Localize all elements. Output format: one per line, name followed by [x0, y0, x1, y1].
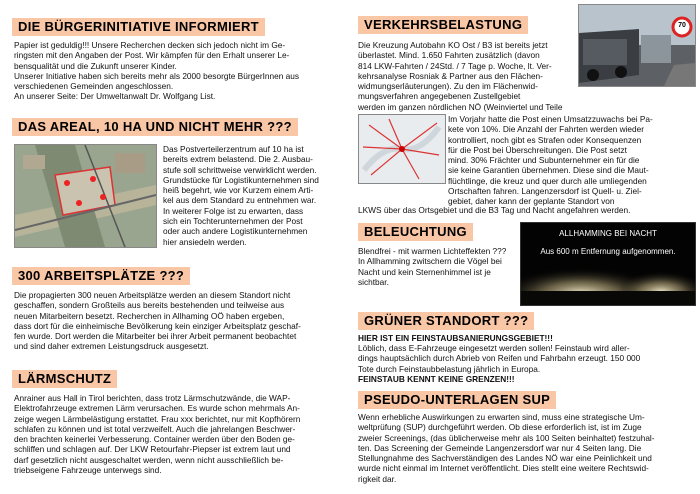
- truck-photo: [578, 4, 696, 87]
- heading-gruener-standort: GRÜNER STANDORT ???: [358, 312, 534, 330]
- text-gruener-standort: Löblich, dass E-Fahrzeuge eingesetzt werden sollen! Feinstaub wird aller- dings hauptsächlich durch Abrieb von Reifen und Fahrbahn erzeugt. 150 000 Tote durch Feinstaubbelastung jährlich in Europa.: [358, 343, 641, 374]
- night-photo-caption-1: ALLHAMMING BEI NACHT: [559, 229, 657, 238]
- route-map: [358, 114, 446, 184]
- heading-beleuchtung: BELEUCHTUNG: [358, 223, 473, 241]
- text-arbeitsplaetze: Die propagierten 300 neuen Arbeitsplätze werden an diesem Standort nicht geschaffen, sondern Großteils aus bereits bestehenden und teilweise aus neuen Mitarbeitern besetzt. Recherchen in Allhaming OÖ haben ergeben, dass dort für die einheimische Bevölkerung kein einziger Arbeitsplatz geschaf- fen wurde. Dort werden die Mitarbeiter bei ihrer Arbeit permanent beobachtet und sind daher extremen Leistungsdruck ausgesetzt.: [14, 290, 301, 352]
- text-areal: Das Postverteilerzentrum auf 10 ha ist bereits extrem belastend. Die 2. Ausbau- stufe soll schrittweise verwirklicht werden. Grundstücke für Logistikunternehmen sind heiß begehrt, wie vor Kurzem einem Arti- kel aus dem Standard zu entnehmen war. In weiterer Folge ist zu erwarten, dass sich ein Tochterunternehmen der Post oder auch andere Logistikunternehmen hier ansiedeln werden.: [163, 144, 319, 247]
- heading-arbeitsplaetze: 300 ARBEITSPLÄTZE ???: [12, 267, 190, 285]
- text-verkehrsbelastung-top: Die Kreuzung Autobahn KO Ost / B3 ist bereits jetzt überlastet. Mind. 1.650 Fahrten zusätzlich (davon 814 LKW-Fahrten / 24Std. / 7 Tage p. Woche, lt. Ver- kehrsanalyse Rosniak & Partner aus den Flächen- widmungserläuterungen). Zu den im Flächenwid- mungsverfahren angegebenen Zustellgebiet werden im ganzen nördlichen NÖ (Weinviertel und Teile: [358, 40, 563, 112]
- heading-areal: DAS AREAL, 10 HA UND NICHT MEHR ???: [12, 118, 298, 136]
- text-verkehrsbelastung-side: Im Vorjahr hatte die Post einen Umsatzzuwachs bei Pa- kete von 10%. Die Anzahl der Fahrten werden wieder kontrolliert, noch gibt es Strafen oder Konsequenzen für die Post bei Überschreitungen. Die Post setzt mind. 30% Frächter und Subunternehmer ein für die sie keine Garantien übernehmen. Diese sind die Maut- flüchtlinge, die kreuz und quer durch alle umliegenden Ortschaften fahren. Langenzersdorf ist Quell- u. Ziel- gebiet, daher kann der geplante Standort von: [448, 114, 653, 207]
- speed-sign-value: 70: [678, 22, 686, 29]
- heading-laermschutz: LÄRMSCHUTZ: [12, 370, 117, 388]
- night-photo-caption-2: Aus 600 m Entfernung aufgenommen.: [540, 247, 676, 256]
- text-beleuchtung: Blendfrei - mit warmen Lichteffekten ??? In Allhamming zwitschern die Vögel bei Nacht und kein Sternenhimmel ist je sichtbar.: [358, 246, 507, 287]
- aerial-photo: [14, 144, 157, 248]
- aerial-photo-graphic: [15, 145, 156, 247]
- route-map-graphic: [359, 115, 445, 183]
- text-buergerinitiative: Papier ist geduldig!!! Unsere Recherchen decken sich jedoch nicht im Ge- ringsten mit den Angaben der Post. Wir kämpfen für den Erhalt unserer Le- bensqualität und die Zukunft unserer Kinder. Unserer Initiative haben sich bereits mehr als 2000 besorgte BürgerInnen aus verschiedenen Gemeinden angeschlossen. An unserer Seite: Der Umweltanwalt Dr. Wolfgang List.: [14, 40, 300, 102]
- heading-buergerinitiative: DIE BÜRGERINITIATIVE INFORMIERT: [12, 18, 265, 36]
- truck-photo-graphic: [579, 5, 695, 86]
- text-verkehrsbelastung-bottom: LKWS über das Ortsgebiet und die B3 Tag und Nacht angefahren werden.: [358, 205, 631, 215]
- heading-pseudo-unterlagen: PSEUDO-UNTERLAGEN SUP: [358, 391, 556, 409]
- text-feinstaub-headline: HIER IST EIN FEINSTAUBSANIERUNGSGEBIET!!!: [358, 333, 553, 343]
- text-laermschutz: Anrainer aus Hall in Tirol berichten, dass trotz Lärmschutzwände, die WAP- Elektrofahrzeuge extremen Lärm verursachen. Es wurde schon mehrmals An- zeige wegen Lärmbelästigung erstattet. Frau xxx berichtet, nur mit Kopfhörern schlafen zu können und ist total verzweifelt. Auch die jahrelangen Beschwer- den brachten keinerlei Verbesserung. Container werden über den Boden ge- schliffen und schlagen auf. Der LKW Retourfahr-Piepser ist extrem laut und darf gesetzlich nicht ausgeschaltet werden, wenn nicht ausschließlich be- triebseigene Fahrzeuge unterwegs sind.: [14, 393, 301, 476]
- night-photo: [520, 222, 696, 306]
- text-pseudo-unterlagen: Wenn erhebliche Auswirkungen zu erwarten sind, muss eine strategische Um- weltprüfung (SUP) durchgeführt werden. Ob diese erforderlich ist, ist im Zuge zweier Screenings, (das üblicherweise mehr als 100 Seiten beinhaltet) festzuhal- ten. Das Screening der Gemeinde Langenzersdorf war nur 4 Seiten lang. Die Stellungnahme des Sachverständigen des Landes NÖ war eine Peinlichkeit und wurde nicht einmal im Internet veröffentlicht. Dies stellt eine weitere Rechtswid- rigkeit dar.: [358, 412, 655, 484]
- heading-verkehrsbelastung: VERKEHRSBELASTUNG: [358, 16, 528, 34]
- text-feinstaub-grenzen: FEINSTAUB KENNT KEINE GRENZEN!!!: [358, 374, 515, 384]
